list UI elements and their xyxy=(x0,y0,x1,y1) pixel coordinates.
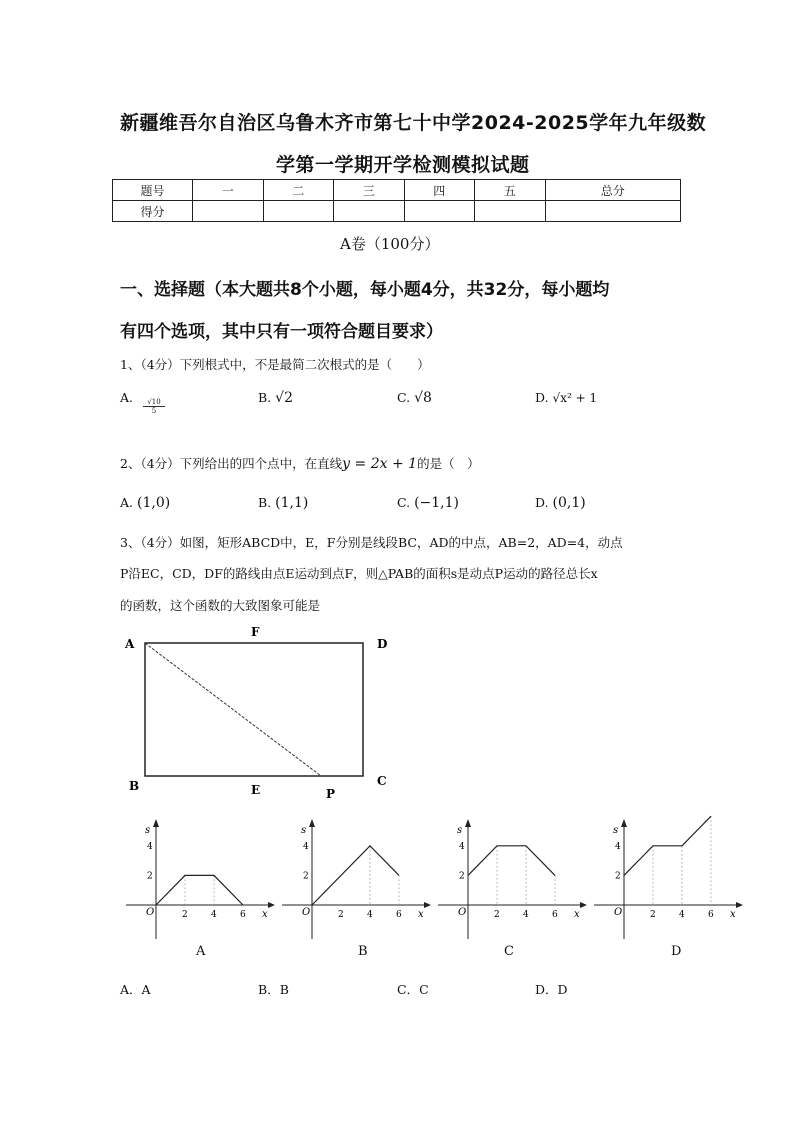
y-axis-arrow xyxy=(153,819,159,827)
q1-option-c[interactable] xyxy=(397,390,432,406)
option-label: A. xyxy=(120,495,134,510)
score-input-cell[interactable] xyxy=(334,201,405,222)
score-table-score-row xyxy=(113,201,681,222)
option-label: D． xyxy=(535,982,558,997)
q2-option-c[interactable] xyxy=(397,495,459,511)
q1-option-a[interactable] xyxy=(120,390,133,405)
option-label: B． xyxy=(258,982,280,997)
graph-caption-a: A xyxy=(196,944,206,959)
x-tick-label: 4 xyxy=(523,910,529,920)
score-header-cell: 二 xyxy=(263,180,334,201)
origin-label: O xyxy=(458,907,467,918)
question-3-line-2: P沿EC，CD，DF的路线由点E运动到点F，则△PAB的面积s是动点P运动的路径总长x xyxy=(120,566,598,581)
x-axis-label: x xyxy=(730,909,736,920)
graph-caption-c: C xyxy=(504,944,514,959)
vertex-label-d: D xyxy=(377,637,388,651)
fraction-numerator: √10 xyxy=(143,398,165,407)
q2-option-d[interactable] xyxy=(535,495,586,511)
y-axis-arrow xyxy=(465,819,471,827)
y-axis-arrow xyxy=(309,819,315,827)
x-axis-label: x xyxy=(574,909,580,920)
option-value: (1,1) xyxy=(275,495,309,511)
q1-option-a-fraction xyxy=(143,398,165,415)
score-header-cell: 四 xyxy=(404,180,475,201)
x-tick-label: 6 xyxy=(708,910,714,920)
option-value: B xyxy=(279,982,289,997)
x-tick-label: 2 xyxy=(338,910,344,920)
title-line-2: 学第一学期开学检测模拟试题 xyxy=(276,154,530,176)
graph-caption-b: B xyxy=(358,944,368,959)
option-label: B. xyxy=(258,390,272,405)
y-tick-label: 4 xyxy=(303,841,309,852)
paper-a-heading: A卷（100分） xyxy=(340,235,440,253)
series-line xyxy=(312,846,399,905)
x-tick-label: 2 xyxy=(182,910,188,920)
x-axis-label: x xyxy=(418,909,424,920)
q3-option-c[interactable] xyxy=(397,980,429,998)
q2-option-a[interactable] xyxy=(120,495,170,511)
score-row-label: 得分 xyxy=(113,201,193,222)
score-input-cell[interactable] xyxy=(545,201,681,222)
score-input-cell[interactable] xyxy=(404,201,475,222)
graph-option-b xyxy=(276,815,436,945)
x-axis-arrow xyxy=(424,902,431,908)
option-value: A xyxy=(141,982,151,997)
score-input-cell[interactable] xyxy=(193,201,264,222)
rectangle-abcd xyxy=(145,643,363,776)
midpoint-label-f: F xyxy=(251,625,260,639)
option-value: (0,1) xyxy=(552,495,586,511)
series-line xyxy=(624,816,711,875)
y-axis-label: s xyxy=(145,825,151,836)
y-axis-label: s xyxy=(613,825,619,836)
q1-option-d[interactable] xyxy=(535,390,597,405)
section-1-heading-line-2: 有四个选项，其中只有一项符合题目要求） xyxy=(120,322,443,342)
series-line xyxy=(468,846,555,876)
x-axis-arrow xyxy=(580,902,587,908)
y-axis-arrow xyxy=(621,819,627,827)
q1-option-b[interactable] xyxy=(258,390,293,406)
graph-option-a xyxy=(120,815,280,945)
segment-ap xyxy=(145,643,321,776)
q2-option-b[interactable] xyxy=(258,495,308,511)
option-label: C. xyxy=(397,390,411,405)
option-label: A． xyxy=(120,982,142,997)
score-header-cell: 一 xyxy=(193,180,264,201)
option-label: A. xyxy=(120,390,134,405)
series-line xyxy=(156,875,243,905)
question-3-line-1: 3、（4分）如图，矩形ABCD中，E，F分别是线段BC，AD的中点，AB=2，AD=4，动点 xyxy=(120,535,623,550)
vertex-label-a: A xyxy=(125,637,135,651)
q3-option-b[interactable] xyxy=(258,980,289,998)
x-tick-label: 2 xyxy=(650,910,656,920)
x-tick-label: 4 xyxy=(211,910,217,920)
option-label: D. xyxy=(535,495,549,510)
graph-caption-d: D xyxy=(671,944,682,959)
option-label: B. xyxy=(258,495,272,510)
score-input-cell[interactable] xyxy=(475,201,546,222)
score-header-cell: 题号 xyxy=(113,180,193,201)
y-tick-label: 2 xyxy=(303,871,309,882)
x-axis-label: x xyxy=(262,909,268,920)
midpoint-label-e: E xyxy=(251,783,261,797)
origin-label: O xyxy=(146,907,155,918)
q3-option-d[interactable] xyxy=(535,980,568,998)
score-header-cell: 总分 xyxy=(545,180,681,201)
origin-label: O xyxy=(302,907,311,918)
y-tick-label: 2 xyxy=(459,871,465,882)
y-axis-label: s xyxy=(301,825,307,836)
option-value: (−1,1) xyxy=(414,495,459,511)
question-2-stem xyxy=(120,454,480,472)
question-2-equation: y = 2x + 1 xyxy=(342,456,418,472)
y-tick-label: 4 xyxy=(615,841,621,852)
score-input-cell[interactable] xyxy=(263,201,334,222)
question-2-stem-before: 2、（4分）下列给出的四个点中，在直线 xyxy=(120,456,343,471)
y-axis-label: s xyxy=(457,825,463,836)
q3-option-a[interactable] xyxy=(120,980,151,998)
option-value: √8 xyxy=(414,390,432,406)
graph-option-d xyxy=(588,815,748,945)
vertex-label-b: B xyxy=(129,779,140,793)
option-label: C. xyxy=(397,495,411,510)
rectangle-figure xyxy=(110,620,410,805)
y-tick-label: 2 xyxy=(147,871,153,882)
x-tick-label: 4 xyxy=(679,910,685,920)
x-tick-label: 6 xyxy=(240,910,246,920)
x-tick-label: 4 xyxy=(367,910,373,920)
option-value: √x² + 1 xyxy=(552,391,598,405)
graph-option-c xyxy=(432,815,592,945)
score-table-header-row xyxy=(113,180,681,201)
question-2-stem-after: 的是（ ） xyxy=(417,456,480,471)
x-tick-label: 6 xyxy=(396,910,402,920)
title-line-1: 新疆维吾尔自治区乌鲁木齐市第七十中学2024-2025学年九年级数 xyxy=(120,112,707,134)
option-label: C． xyxy=(397,982,420,997)
y-tick-label: 2 xyxy=(615,871,621,882)
x-tick-label: 2 xyxy=(494,910,500,920)
option-value: √2 xyxy=(275,390,293,406)
x-axis-arrow xyxy=(736,902,743,908)
question-1-stem: 1、（4分）下列根式中，不是最简二次根式的是（ ） xyxy=(120,357,430,372)
fraction-denominator: 5 xyxy=(151,407,157,415)
option-value: (1,0) xyxy=(137,495,171,511)
option-value: D xyxy=(557,982,568,997)
section-1-heading-line-1: 一、选择题（本大题共8个小题，每小题4分，共32分，每小题均 xyxy=(120,280,610,300)
point-label-p: P xyxy=(326,787,336,801)
vertex-label-c: C xyxy=(377,774,387,788)
score-table xyxy=(112,179,681,222)
x-axis-arrow xyxy=(268,902,275,908)
y-tick-label: 4 xyxy=(459,841,465,852)
score-header-cell: 三 xyxy=(334,180,405,201)
score-header-cell: 五 xyxy=(475,180,546,201)
question-3-line-3: 的函数，这个函数的大致图象可能是 xyxy=(120,598,321,613)
option-label: D. xyxy=(535,390,549,405)
option-value: C xyxy=(419,982,429,997)
y-tick-label: 4 xyxy=(147,841,153,852)
x-tick-label: 6 xyxy=(552,910,558,920)
origin-label: O xyxy=(614,907,623,918)
